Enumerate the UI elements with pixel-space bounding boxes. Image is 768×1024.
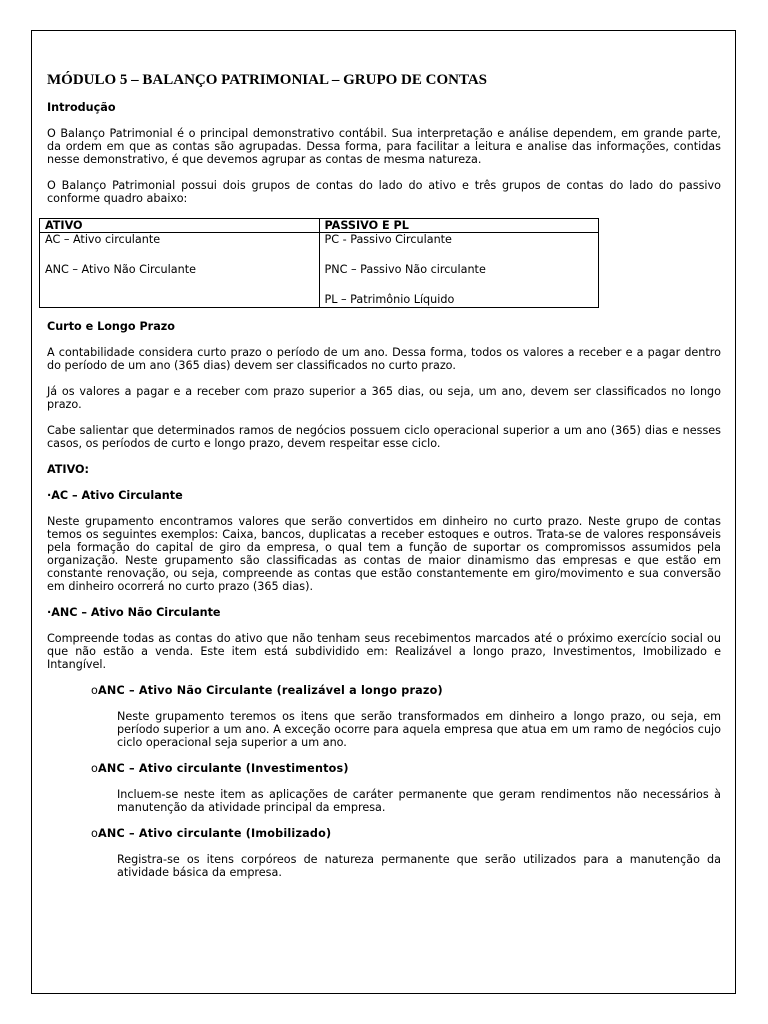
sub-heading-realizavel [91,684,721,697]
paragraph-introducao-2: O Balanço Patrimonial possui dois grupos de contas do lado do ativo e três grupos de contas do lado do passivo conforme quadro abaixo: [47,179,721,205]
circle-bullet-icon: o [91,684,99,697]
table-cell-passivo [319,233,599,308]
table-header-passivo: PASSIVO E PL [319,219,599,233]
table-item [45,293,314,307]
paragraph-prazo-1: A contabilidade considera curto prazo o período de um ano. Dessa forma, todos os valores a receber e a pagar dentro do período de um ano (365 dias) devem ser classificados no curto prazo. [47,346,721,372]
sub-heading-imobilizado [91,827,721,840]
table-header-row [40,219,599,233]
table-item: ANC – Ativo Não Circulante [45,263,196,276]
section-heading-ativo: ATIVO: [47,463,90,476]
subsection-heading-ac [47,489,721,502]
sub-heading-text: ANC – Ativo Não Circulante (realizável a longo prazo) [98,684,443,697]
page-title: MÓDULO 5 – BALANÇO PATRIMONIAL – GRUPO DE CONTAS [47,72,488,88]
paragraph-anc: Compreende todas as contas do ativo que não tenham seus recebimentos marcados até o próximo exercício social ou que não estão a venda. Este item está subdividido em: Realizável a longo prazo, Investimentos, Imobilizado e Intangível. [47,632,721,671]
paragraph-prazo-3: Cabe salientar que determinados ramos de negócios possuem ciclo operacional superior a um ano (365) dias e nesses casos, os períodos de curto e longo prazo, devem respeitar esse ciclo. [47,424,721,450]
subsection-heading-anc-text: ANC – Ativo Não Circulante [51,606,221,619]
table-cell-ativo [40,233,320,308]
circle-bullet-icon: o [91,827,99,840]
subsection-heading-anc [47,606,721,619]
paragraph-imobilizado: Registra-se os itens corpóreos de natureza permanente que serão utilizados para a manutenção da atividade básica da empresa. [117,853,721,879]
paragraph-ac: Neste grupamento encontramos valores que serão convertidos em dinheiro no curto prazo. Neste grupo de contas temos os seguintes exemplos: Caixa, bancos, duplicatas a receber estoques e outros. Trata-se de valores responsáveis pela formação do capital de giro da empresa, o qual tem a função de suportar os compromissos assumidos pela organização. Neste grupamento são classificadas as contas de maior dinamismo das empresas e que estão em constante renovação, ou seja, compreende as contas que estão constantemente em giro/movimento e sua conversão em dinheiro ocorrerá no curto prazo (365 dias). [47,515,721,593]
subsection-heading-ac-text: AC – Ativo Circulante [51,489,183,502]
bullet-icon: · [47,489,52,502]
section-heading-introducao: Introdução [47,101,116,114]
sub-heading-text: ANC – Ativo circulante (Investimentos) [98,762,349,775]
table-item: PNC – Passivo Não circulante [324,263,486,276]
section-heading-prazo: Curto e Longo Prazo [47,320,175,333]
circle-bullet-icon: o [91,762,99,775]
paragraph-investimentos: Incluem-se neste item as aplicações de caráter permanente que geram rendimentos não necessários à manutenção da atividade principal da empresa. [117,788,721,814]
sub-heading-investimentos [91,762,721,775]
sub-heading-text: ANC – Ativo circulante (Imobilizado) [98,827,332,840]
document-content [47,71,721,892]
table-header-ativo: ATIVO [40,219,320,233]
quadro-grupos-de-contas [39,218,599,308]
table-item: PL – Patrimônio Líquido [324,293,455,306]
paragraph-prazo-2: Já os valores a pagar e a receber com prazo superior a 365 dias, ou seja, um ano, devem ser classificados no longo prazo. [47,385,721,411]
table-row [40,233,599,308]
document-page [31,30,736,994]
paragraph-introducao-1: O Balanço Patrimonial é o principal demonstrativo contábil. Sua interpretação e análise dependem, em grande parte, da ordem em que as contas são agrupadas. Dessa forma, para facilitar a leitura e analise das informações, contidas nesse demonstrativo, é que devemos agrupar as contas de mesma natureza. [47,127,721,166]
table-item: AC – Ativo circulante [45,233,161,246]
table-item: PC - Passivo Circulante [324,233,452,246]
paragraph-realizavel: Neste grupamento teremos os itens que serão transformados em dinheiro a longo prazo, ou seja, em período superior a um ano. A exceção ocorre para aquela empresa que atua em um ramo de negócios cujo ciclo operacional seja superior a um ano. [117,710,721,749]
bullet-icon: · [47,606,52,619]
